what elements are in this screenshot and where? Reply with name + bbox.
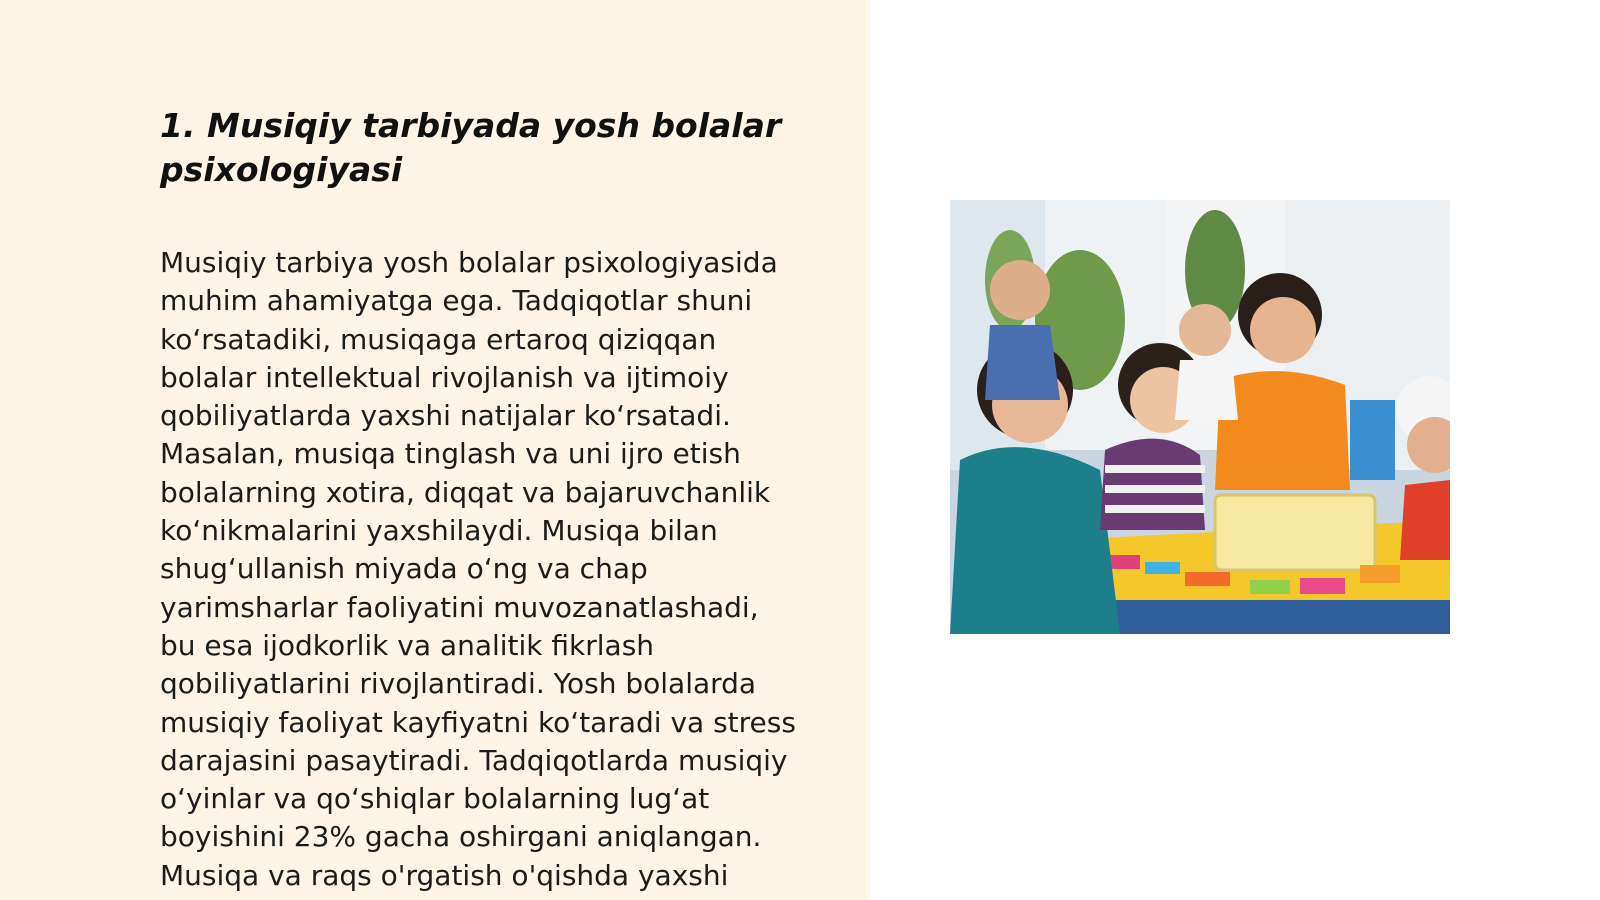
body-line: yarimsharlar faoliyatini muvozanatlashadi,: [160, 590, 759, 624]
body-line: bolalar intellektual rivojlanish va ijtimoiy: [160, 360, 729, 394]
body-line: darajasini pasaytiradi. Tadqiqotlarda musiqiy: [160, 743, 788, 777]
children-playing-photo: [950, 200, 1450, 634]
body-line: bolalarning xotira, diqqat va bajaruvchanlik: [160, 475, 771, 509]
body-line: shug‘ullanish miyada o‘ng va chap: [160, 552, 648, 586]
body-line: bu esa ijodkorlik va analitik fikrlash: [160, 628, 655, 662]
body-line: qobiliyatlarda yaxshi natijalar ko‘rsatadi.: [160, 399, 731, 433]
photo-illustration: [950, 200, 1450, 634]
body-line: o‘yinlar va qo‘shiqlar bolalarning lug‘at: [160, 782, 710, 816]
body-line: ko‘nikmalarini yaxshilaydi. Musiqa bilan: [160, 514, 718, 548]
slide-body: [160, 244, 840, 895]
body-line: Masalan, musiqa tinglash va uni ijro etish: [160, 437, 741, 471]
body-line: ko‘rsatadiki, musiqaga ertaroq qiziqqan: [160, 322, 717, 356]
body-line: Musiqa va raqs o'rgatish o'qishda yaxshi: [160, 858, 729, 892]
body-line: Musiqiy tarbiya yosh bolalar psixologiyasida: [160, 246, 778, 279]
body-line: qobiliyatlarini rivojlantiradi. Yosh bolalarda: [160, 667, 757, 701]
body-line: musiqiy faoliyat kayfiyatni ko‘taradi va stress: [160, 705, 796, 739]
body-line: muhim ahamiyatga ega. Tadqiqotlar shuni: [160, 284, 753, 318]
body-line: boyishini 23% gacha oshirgani aniqlangan.: [160, 820, 762, 854]
slide-title: 1. Musiqiy tarbiyada yosh bolalar psixologiyasi: [160, 106, 782, 189]
